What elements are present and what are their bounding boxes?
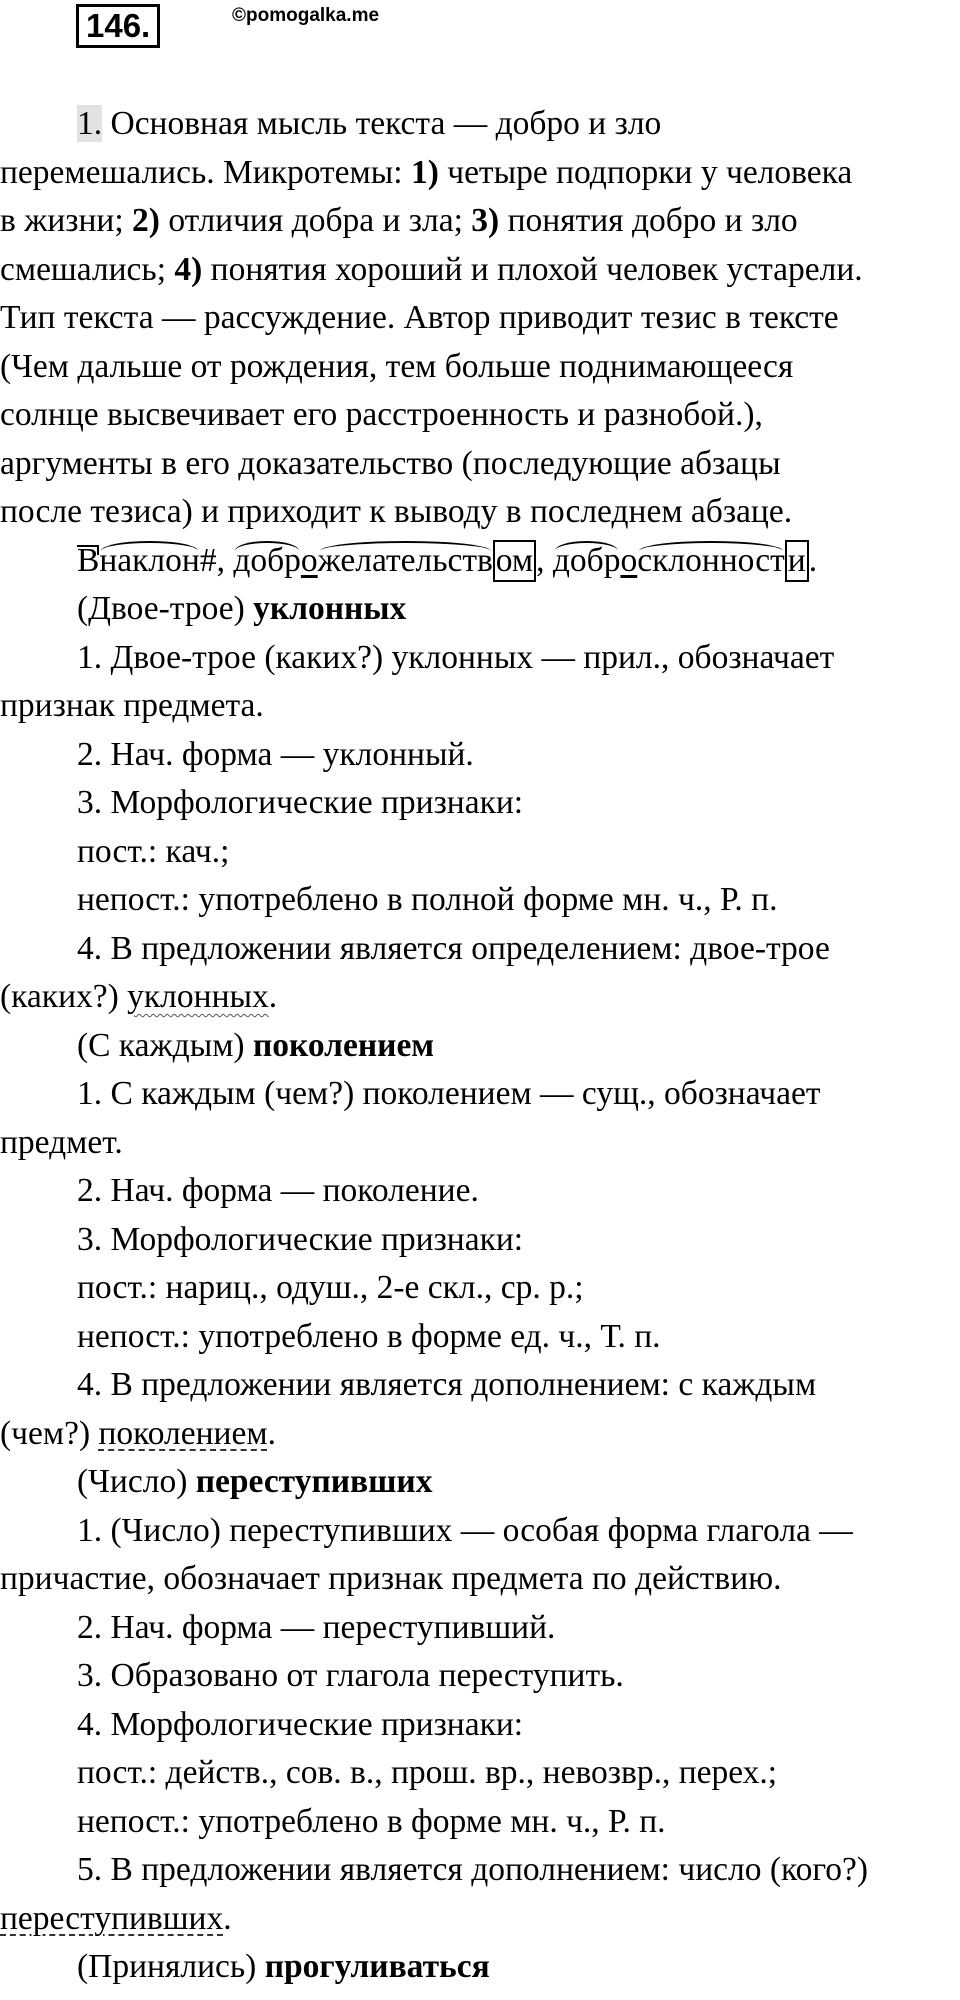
morpheme-root: добр [233, 537, 301, 586]
item-marker: 1. [77, 105, 103, 142]
section-line: 2. Нач. форма — поколение. [77, 1172, 479, 1209]
morpheme-ending: и [785, 540, 809, 582]
intro-line-7: солнце высвечивает его расстроенность и разнобой.), [0, 396, 763, 433]
section-line: непост.: употреблено в полной форме мн. ч., Р. п. [77, 881, 778, 918]
morpheme-analysis: Внаклон#, доброжелательством, добросклонности. [0, 537, 960, 586]
underlined-word: уклонных [127, 978, 269, 1015]
morpheme-root: наклон [99, 537, 199, 586]
section-line: непост.: употреблено в форме ед. ч., Т. п. [77, 1317, 661, 1355]
intro-line-1: 1. Основная мысль текста — добро и зло [77, 105, 662, 142]
section-line: 2. Нач. форма — переступивший. [77, 1608, 556, 1646]
task-number: 146. [76, 4, 160, 48]
section-line: 3. Морфологические признаки: [77, 1220, 524, 1258]
section-line: 2. Нач. форма — уклонный. [77, 735, 474, 773]
section-line: 4. В предложении является дополнением: с каждым [77, 1366, 817, 1403]
section-heading: (Принялись) прогуливаться [77, 1948, 490, 1985]
morpheme-root: склонност [637, 537, 785, 586]
intro-line-4: смешались; 4) понятия хороший и плохой человек устарели. [0, 250, 863, 288]
morpheme-null-ending: # [199, 541, 217, 579]
intro-line-6: (Чем дальше от рождения, тем больше поднимающееся [0, 347, 794, 385]
section-line: пост.: действ., сов. в., прош. вр., невозвр., перех.; [77, 1754, 778, 1791]
section-line: пост.: кач.; [77, 832, 230, 870]
morpheme-prefix: В [77, 537, 99, 586]
section-line: (каких?) уклонных. [0, 978, 278, 1015]
section-line: признак предмета. [0, 687, 264, 724]
morpheme-root: желательств [318, 537, 493, 586]
morpheme-ending: ом [493, 540, 536, 582]
section-line: пост.: нариц., одуш., 2-е скл., ср. р.; [77, 1269, 584, 1306]
section-heading: (Число) переступивших [77, 1463, 433, 1500]
intro-line-2: перемешались. Микротемы: 1) четыре подпорки у человека [0, 153, 853, 191]
section-line: 1. С каждым (чем?) поколением — сущ., обозначает [77, 1075, 821, 1112]
section-line: 4. Морфологические признаки: [77, 1705, 524, 1743]
intro-line-9: после тезиса) и приходит к выводу в последнем абзаце. [0, 493, 793, 530]
section-line: предмет. [0, 1123, 123, 1161]
document-body [0, 100, 960, 1992]
section-heading: (Двое-трое) уклонных [77, 590, 407, 627]
morpheme-root: добр [553, 537, 621, 586]
section-line: 3. Морфологические признаки: [77, 784, 524, 821]
intro-line-3: в жизни; 2) отличия добра и зла; 3) понятия добро и зло [0, 202, 798, 239]
morpheme-linking-vowel: о [620, 541, 638, 579]
section-line: переступивших. [0, 1899, 232, 1937]
watermark: ©pomogalka.me [232, 5, 380, 26]
section-line: 5. В предложении является дополнением: число (кого?) [77, 1851, 869, 1888]
section-heading: (С каждым) поколением [77, 1026, 435, 1064]
section-line: 3. Образовано от глагола переступить. [77, 1657, 624, 1694]
section-line: 4. В предложении является определением: двое-трое [77, 929, 830, 967]
section-line: 1. (Число) переступивших — особая форма глагола — [77, 1511, 853, 1549]
section-line: причастие, обозначает признак предмета по действию. [0, 1560, 782, 1597]
morpheme-linking-vowel: о [300, 541, 318, 579]
section-line: 1. Двое-трое (каких?) уклонных — прил., обозначает [77, 638, 835, 676]
intro-line-5: Тип текста — рассуждение. Автор приводит тезис в тексте [0, 299, 839, 336]
section-line: непост.: употреблено в форме мн. ч., Р. п. [77, 1802, 666, 1840]
section-line: (чем?) поколением. [0, 1414, 276, 1452]
intro-line-8: аргументы в его доказательство (последующие абзацы [0, 444, 781, 482]
underlined-word: переступивших [0, 1899, 224, 1937]
underlined-word: поколением [98, 1414, 268, 1452]
